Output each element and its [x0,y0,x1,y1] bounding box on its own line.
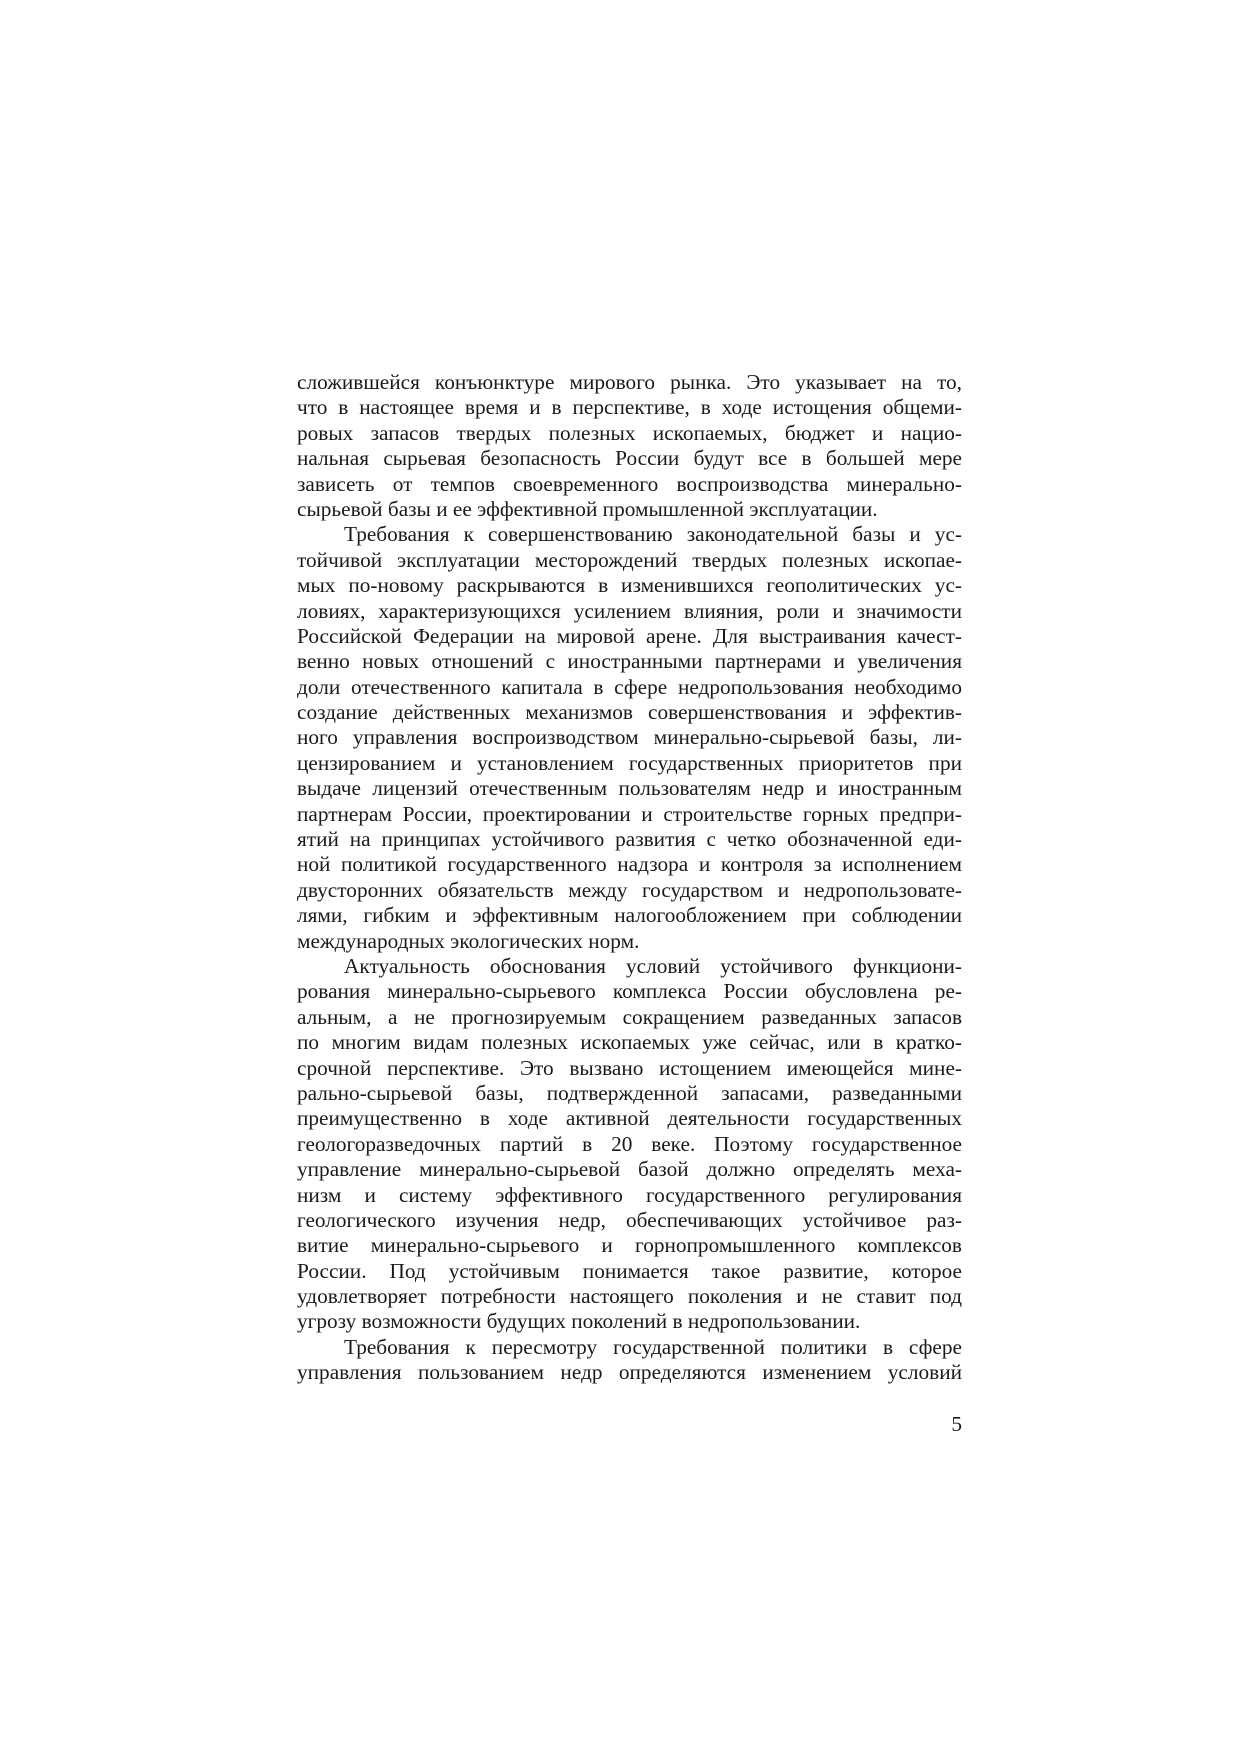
text-line: угрозу возможности будущих поколений в недропользовании. [297,1309,861,1334]
text-line: ятий на принципах устойчивого развития с четко обозначенной еди- [297,827,962,852]
text-line: по многим видам полезных ископаемых уже сейчас, или в кратко- [297,1030,962,1055]
text-line: Актуальность обоснования условий устойчивого функциони- [344,953,962,978]
text-line: Российской Федерации на мировой арене. Для выстраивания качест- [297,623,962,648]
text-line: выдаче лицензий отечественным пользователям недр и иностранным [297,776,962,801]
text-line: цензированием и установлением государственных приоритетов при [297,750,962,775]
text-line: зависеть от темпов своевременного воспроизводства минерально- [297,471,962,496]
text-line: венно новых отношений с иностранными партнерами и увеличения [297,649,962,674]
text-line: Требования к совершенствованию законодательной базы и ус- [344,522,962,547]
text-line: геологоразведочных партий в 20 веке. Поэтому государственное [297,1131,962,1156]
page-number: 5 [951,1412,962,1436]
text-line: создание действенных механизмов совершенствования и эффектив- [297,700,962,725]
text-line: что в настоящее время и в перспективе, в ходе истощения общеми- [297,395,962,420]
text-line: удовлетворяет потребности настоящего поколения и не ставит под [297,1284,962,1309]
text-line: ной политикой государственного надзора и контроля за исполнением [297,852,962,877]
text-line: низм и систему эффективного государственного регулирования [297,1182,962,1207]
text-line: преимущественно в ходе активной деятельности государственных [297,1106,962,1131]
text-line: рально-сырьевой базы, подтвержденной запасами, разведанными [297,1080,962,1105]
text-line: тойчивой эксплуатации месторождений твердых полезных ископае- [297,547,962,572]
text-line: России. Под устойчивым понимается такое развитие, которое [297,1258,962,1283]
text-line: Требования к пересмотру государственной политики в сфере [344,1334,962,1359]
text-line: витие минерально-сырьевого и горнопромышленного комплексов [297,1233,962,1258]
text-line: лями, гибким и эффективным налогообложением при соблюдении [297,903,962,928]
text-line: сложившейся конъюнктуре мирового рынка. Это указывает на то, [297,370,962,394]
text-line: ровых запасов твердых полезных ископаемых, бюджет и нацио- [297,420,962,445]
text-line: ловиях, характеризующихся усилением влияния, роли и значимости [297,598,962,623]
text-line: мых по-новому раскрываются в изменившихся геополитических ус- [297,573,962,598]
text-line: рования минерально-сырьевого комплекса России обусловлена ре- [297,979,962,1004]
text-line: сырьевой базы и ее эффективной промышленной эксплуатации. [297,496,878,521]
text-line: партнерам России, проектировании и строительстве горных предпри- [297,801,962,826]
paragraph [297,522,962,954]
text-line: доли отечественного капитала в сфере недропользования необходимо [297,674,962,699]
paragraph [297,1335,962,1386]
text-line: международных экологических норм. [297,928,640,953]
body-text [297,370,962,1386]
text-line: управления пользованием недр определяются изменением условий [297,1360,962,1385]
text-line: геологического изучения недр, обеспечивающих устойчивое раз- [297,1207,962,1232]
text-line: срочной перспективе. Это вызвано истощением имеющейся мине- [297,1055,962,1080]
text-line: управление минерально-сырьевой базой должно определять меха- [297,1157,962,1182]
text-line: нальная сырьевая безопасность России будут все в большей мере [297,446,962,471]
text-line: ного управления воспроизводством минерально-сырьевой базы, ли- [297,725,962,750]
paragraph [297,954,962,1335]
text-line: альным, а не прогнозируемым сокращением разведанных запасов [297,1004,962,1029]
text-line: двусторонних обязательств между государством и недропользовате- [297,877,962,902]
paragraph [297,370,962,522]
